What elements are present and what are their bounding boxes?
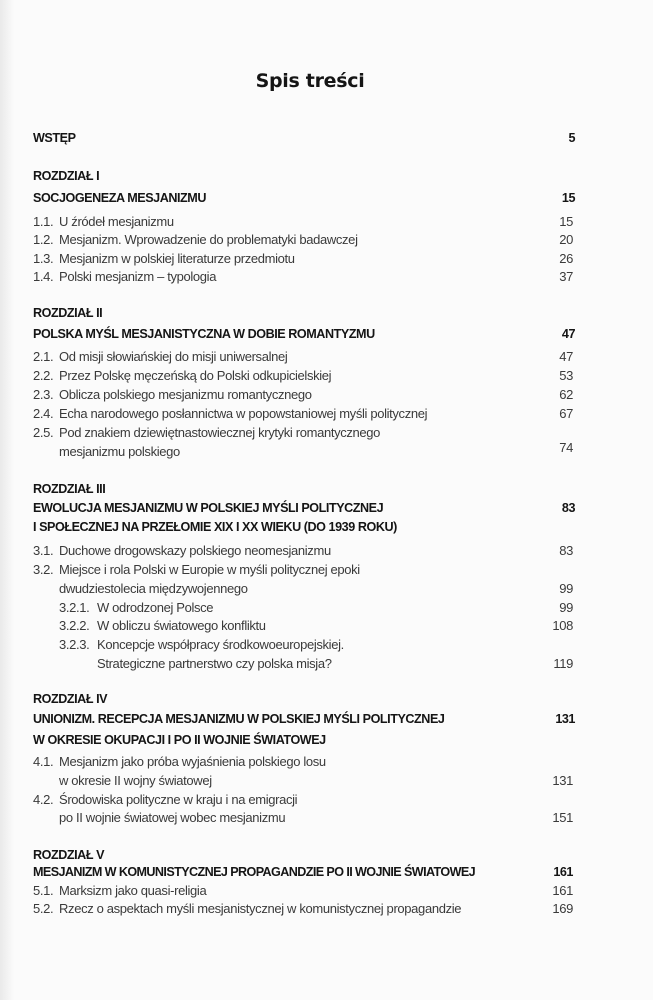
- chapter-2-title[interactable]: [33, 327, 573, 341]
- toc-intro[interactable]: [33, 131, 573, 145]
- chapter-4-title-text: UNIONIZM. RECEPCJA MESJANIZMU W POLSKIEJ MYŚLI POLITYCZNEJ: [33, 712, 445, 726]
- toc-section[interactable]: [33, 349, 573, 364]
- chapter-3-title[interactable]: [33, 501, 573, 515]
- chapter-3-label: ROZDZIAŁ III: [33, 482, 106, 496]
- section-number: 1.2.: [33, 232, 54, 247]
- toc-section-continuation[interactable]: [33, 581, 573, 596]
- chapter-4-title[interactable]: [33, 712, 573, 726]
- section-page: 62: [559, 387, 573, 402]
- section-page: 99: [559, 581, 573, 596]
- toc-section[interactable]: [33, 251, 573, 266]
- page-title: Spis treści: [255, 70, 365, 92]
- toc-subsection-continuation[interactable]: [33, 656, 573, 671]
- section-number: 2.3.: [33, 387, 54, 402]
- chapter-2-title-text: POLSKA MYŚL MESJANISTYCZNA W DOBIE ROMANTYZMU: [33, 327, 375, 341]
- section-page: 15: [559, 214, 573, 229]
- section-page: 74: [559, 440, 573, 455]
- chapter-1-page: 15: [561, 191, 575, 205]
- section-number: 3.2.: [33, 562, 54, 577]
- chapter-1-title[interactable]: [33, 191, 573, 205]
- chapter-1-label: ROZDZIAŁ I: [33, 169, 100, 183]
- toc-subsection[interactable]: [33, 618, 573, 633]
- chapter-5-label: ROZDZIAŁ V: [33, 848, 105, 862]
- chapter-5-title-text: MESJANIZM W KOMUNISTYCZNEJ PROPAGANDZIE PO II WOJNIE ŚWIATOWEJ: [33, 865, 476, 879]
- section-title: Mesjanizm. Wprowadzenie do problematyki badawczej: [59, 232, 358, 247]
- subsection-title: Koncepcje współpracy środkowoeuropejskiej.: [97, 637, 344, 652]
- section-title: Miejsce i rola Polski w Europie w myśli politycznej epoki: [59, 562, 360, 577]
- section-page: 161: [552, 883, 573, 898]
- section-title: Przez Polskę męczeńską do Polski odkupicielskiej: [59, 368, 332, 383]
- section-number: 2.1.: [33, 349, 54, 364]
- section-page: 20: [559, 232, 573, 247]
- toc-section[interactable]: [33, 754, 573, 769]
- section-title: Duchowe drogowskazy polskiego neomesjanizmu: [59, 543, 331, 558]
- section-page: 53: [559, 368, 573, 383]
- section-title-line2: dwudziestolecia międzywojennego: [59, 581, 248, 596]
- chapter-4-page: 131: [555, 712, 575, 726]
- section-title: Mesjanizm w polskiej literaturze przedmiotu: [59, 251, 295, 266]
- toc-section[interactable]: [33, 792, 573, 807]
- section-number: 1.1.: [33, 214, 54, 229]
- section-number: 4.2.: [33, 792, 54, 807]
- section-page: 131: [552, 773, 573, 788]
- subsection-number: 3.2.3.: [59, 637, 90, 652]
- toc-section[interactable]: [33, 269, 573, 284]
- section-title: Pod znakiem dziewiętnastowiecznej krytyki romantycznego: [59, 425, 381, 440]
- page-edge-shadow: [0, 0, 14, 1000]
- chapter-4-label: ROZDZIAŁ IV: [33, 692, 108, 706]
- section-title-line2: po II wojnie światowej wobec mesjanizmu: [59, 810, 286, 825]
- toc-section-continuation[interactable]: [33, 773, 573, 788]
- chapter-2-label: ROZDZIAŁ II: [33, 306, 103, 320]
- section-number: 2.2.: [33, 368, 54, 383]
- toc-section-continuation[interactable]: [33, 440, 573, 459]
- toc-section[interactable]: [33, 901, 573, 916]
- intro-label: WSTĘP: [33, 131, 76, 145]
- subsection-page: 108: [552, 618, 573, 633]
- section-page: 37: [559, 269, 573, 284]
- subsection-title: W odrodzonej Polsce: [97, 600, 214, 615]
- section-title: Marksizm jako quasi-religia: [59, 883, 207, 898]
- toc-section[interactable]: [33, 883, 573, 898]
- chapter-5-page: 161: [553, 865, 573, 879]
- section-number: 1.4.: [33, 269, 54, 284]
- toc-section[interactable]: [33, 368, 573, 383]
- toc-section[interactable]: [33, 406, 573, 421]
- chapter-5-title[interactable]: [33, 865, 589, 879]
- section-page: 67: [559, 406, 573, 421]
- section-number: 2.4.: [33, 406, 54, 421]
- chapter-4-title-line2: W OKRESIE OKUPACJI I PO II WOJNIE ŚWIATOWEJ: [33, 733, 326, 747]
- toc-section-continuation[interactable]: [33, 810, 573, 825]
- toc-subsection[interactable]: [33, 637, 573, 652]
- section-title: Rzecz o aspektach myśli mesjanistycznej w komunistycznej propagandzie: [59, 901, 462, 916]
- section-title: Środowiska polityczne w kraju i na emigracji: [59, 792, 298, 807]
- toc-section[interactable]: [33, 562, 573, 577]
- toc-section[interactable]: [33, 425, 573, 440]
- chapter-3-title-text: EWOLUCJA MESJANIZMU W POLSKIEJ MYŚLI POLITYCZNEJ: [33, 501, 384, 515]
- toc-section[interactable]: [33, 232, 573, 247]
- section-page: 83: [559, 543, 573, 558]
- toc-section[interactable]: [33, 387, 573, 402]
- section-number: 1.3.: [33, 251, 54, 266]
- section-number: 4.1.: [33, 754, 54, 769]
- section-title: U źródeł mesjanizmu: [59, 214, 174, 229]
- subsection-number: 3.2.1.: [59, 600, 90, 615]
- section-title: Oblicza polskiego mesjanizmu romantycznego: [59, 387, 312, 402]
- section-title-line2: mesjanizmu polskiego: [59, 444, 180, 459]
- section-number: 5.1.: [33, 883, 54, 898]
- section-title: Od misji słowiańskiej do misji uniwersalnej: [59, 349, 288, 364]
- section-page: 26: [559, 251, 573, 266]
- section-title: Echa narodowego posłannictwa w popowstaniowej myśli politycznej: [59, 406, 428, 421]
- section-title: Polski mesjanizm – typologia: [59, 269, 217, 284]
- subsection-page: 99: [559, 600, 573, 615]
- toc-section[interactable]: [33, 543, 573, 558]
- section-page: 151: [552, 810, 573, 825]
- section-page: 169: [552, 901, 573, 916]
- section-number: 5.2.: [33, 901, 54, 916]
- section-title: Mesjanizm jako próba wyjaśnienia polskiego losu: [59, 754, 326, 769]
- chapter-1-title-text: SOCJOGENEZA MESJANIZMU: [33, 191, 206, 205]
- chapter-2-page: 47: [561, 327, 575, 341]
- section-page: 47: [559, 349, 573, 364]
- section-number: 2.5.: [33, 425, 54, 440]
- chapter-3-page: 83: [561, 501, 575, 515]
- section-number: 3.1.: [33, 543, 54, 558]
- toc-subsection[interactable]: [33, 600, 573, 615]
- section-title-line2: w okresie II wojny światowej: [59, 773, 212, 788]
- chapter-3-title-line2: I SPOŁECZNEJ NA PRZEŁOMIE XIX I XX WIEKU (DO 1939 ROKU): [33, 520, 397, 534]
- subsection-title-line2: Strategiczne partnerstwo czy polska misja?: [97, 656, 332, 671]
- intro-page: 5: [568, 131, 575, 145]
- subsection-number: 3.2.2.: [59, 618, 90, 633]
- toc-section[interactable]: [33, 214, 573, 229]
- subsection-page: 119: [553, 656, 573, 671]
- subsection-title: W obliczu światowego konfliktu: [97, 618, 266, 633]
